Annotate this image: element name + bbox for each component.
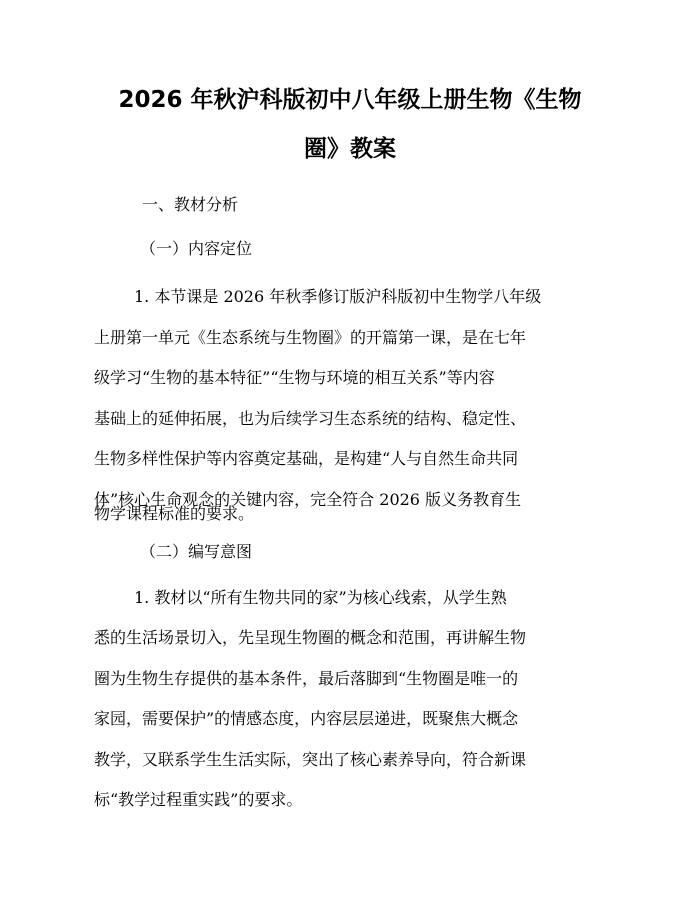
subsection-heading-content-positioning: （一）内容定位 — [140, 239, 253, 258]
paragraph-1-line: 1. 本节课是 2026 年秋季修订版沪科版初中生物学八年级 — [134, 287, 542, 306]
paragraph-1-line-last: 物学课程标准的要求。 — [94, 504, 255, 523]
paragraph-2-line: 1. 教材以“所有生物共同的家”为核心线索，从学生熟 — [134, 588, 507, 607]
paragraph-1-line: 基础上的延伸拓展，也为后续学习生态系统的结构、稳定性、 — [94, 409, 527, 428]
subsection-heading-writing-intention: （二）编写意图 — [140, 542, 253, 561]
paragraph-2-line: 悉的生活场景切入，先呈现生物圈的概念和范围，再讲解生物 — [94, 628, 527, 647]
paragraph-1-line: 体”核心生命观念的关键内容，完全符合 2026 版义务教育生 — [94, 490, 522, 509]
document-title-line-2: 圈》教案 — [304, 136, 396, 162]
paragraph-2-line: 教学，又联系学生生活实际，突出了核心素养导向，符合新课 — [94, 750, 527, 769]
paragraph-2-line: 标“教学过程重实践”的要求。 — [94, 790, 303, 809]
paragraph-2-line: 圈为生物生存提供的基本条件，最后落脚到“生物圈是唯一的 — [94, 669, 519, 688]
section-heading-textbook-analysis: 一、教材分析 — [142, 195, 239, 214]
paragraph-1-line: 生物多样性保护等内容奠定基础，是构建“人与自然生命共同 — [94, 449, 519, 468]
paragraph-1-line: 上册第一单元《生态系统与生物圈》的开篇第一课，是在七年 — [94, 328, 527, 347]
paragraph-1-line: 级学习“生物的基本特征”“生物与环境的相互关系”等内容 — [94, 368, 495, 387]
document-title-line-1: 2026 年秋沪科版初中八年级上册生物《生物 — [118, 87, 582, 113]
paragraph-2-line: 家园，需要保护”的情感态度，内容层层递进，既聚焦大概念 — [94, 709, 519, 728]
